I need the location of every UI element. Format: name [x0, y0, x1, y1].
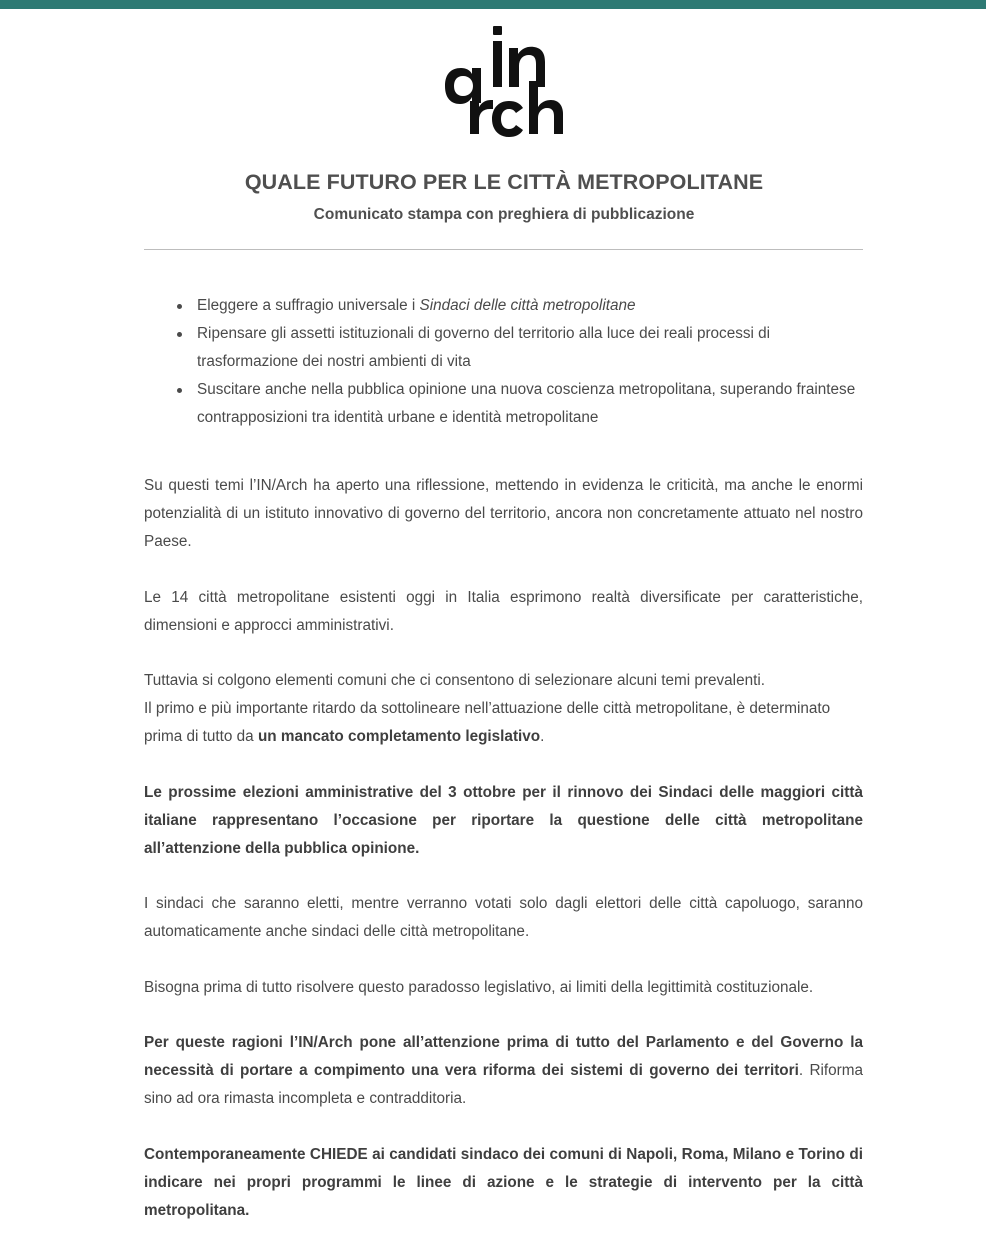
paragraph	[144, 1029, 863, 1113]
page-title: QUALE FUTURO PER LE CITTÀ METROPOLITANE	[244, 170, 764, 194]
paragraph	[144, 779, 863, 863]
paragraph: Le 14 città metropolitane esistenti oggi in Italia esprimono realtà diversificate per caratteristiche, dimensioni e approcci amministrativi.	[144, 588, 863, 634]
paragraph-line: Il primo e più importante ritardo da sottolineare nell’attuazione delle città metropolitane, è determinato prima di tutto da	[144, 700, 831, 745]
list-item	[197, 292, 863, 320]
list-item-italic: Sindaci delle città metropolitane	[419, 297, 636, 314]
bold-text: un mancato completamento legislativo	[257, 728, 541, 745]
bold-text: Per queste ragioni l’IN/Arch pone all’attenzione prima di tutto del Parlamento e del Governo la necessità di portare a compimento una vera riforma dei sistemi di governo dei territori	[144, 1034, 863, 1079]
paragraph: Bisogna prima di tutto risolvere questo paradosso legislativo, ai limiti della legittimità costituzionale.	[144, 978, 814, 996]
top-accent-bar	[0, 0, 986, 9]
paragraph-line: Tuttavia si colgono elementi comuni che ci consentono di selezionare alcuni temi prevalenti.	[144, 672, 765, 689]
inarch-logo-mark	[445, 26, 565, 138]
key-points-list	[144, 292, 863, 432]
paragraph	[144, 1141, 863, 1225]
page-subtitle: Comunicato stampa con preghiera di pubblicazione	[313, 206, 695, 223]
bold-text: Le prossime elezioni amministrative del 3 ottobre per il rinnovo dei Sindaci delle maggiori città italiane rappresentano l’occasione per riportare la questione delle città metropolitane all’attenzione della pubblica opinione.	[144, 783, 863, 857]
inarch-logo	[445, 26, 565, 138]
list-item-text: Eleggere a suffragio universale i	[197, 297, 420, 314]
header-divider	[144, 249, 863, 250]
paragraph: Su questi temi l’IN/Arch ha aperto una riflessione, mettendo in evidenza le criticità, ma anche le enormi potenzialità di un istituto innovativo di governo del territorio, ancora non concretamente attuato nel nostro Paese.	[144, 477, 863, 550]
paragraph: I sindaci che saranno eletti, mentre verranno votati solo dagli elettori delle città capoluogo, saranno automaticamente anche sindaci delle città metropolitane.	[144, 895, 863, 940]
bold-text: Contemporaneamente CHIEDE ai candidati sindaco dei comuni di Napoli, Roma, Milano e Torino di indicare nei propri programmi le linee di azione e le strategie di intervento per la città metropolitana.	[144, 1145, 863, 1219]
list-item: Ripensare gli assetti istituzionali di governo del territorio alla luce dei reali processi di trasformazione dei nostri ambienti di vita	[197, 320, 863, 376]
paragraph	[144, 667, 863, 751]
paragraph-text: . Riforma sino ad ora rimasta incompleta e contradditoria.	[144, 1062, 864, 1107]
paragraph-end: .	[540, 728, 545, 745]
list-item: Suscitare anche nella pubblica opinione una nuova coscienza metropolitana, superando fraintese contrapposizioni tra identità urbane e identità metropolitane	[197, 376, 863, 432]
article-body	[144, 472, 863, 1252]
